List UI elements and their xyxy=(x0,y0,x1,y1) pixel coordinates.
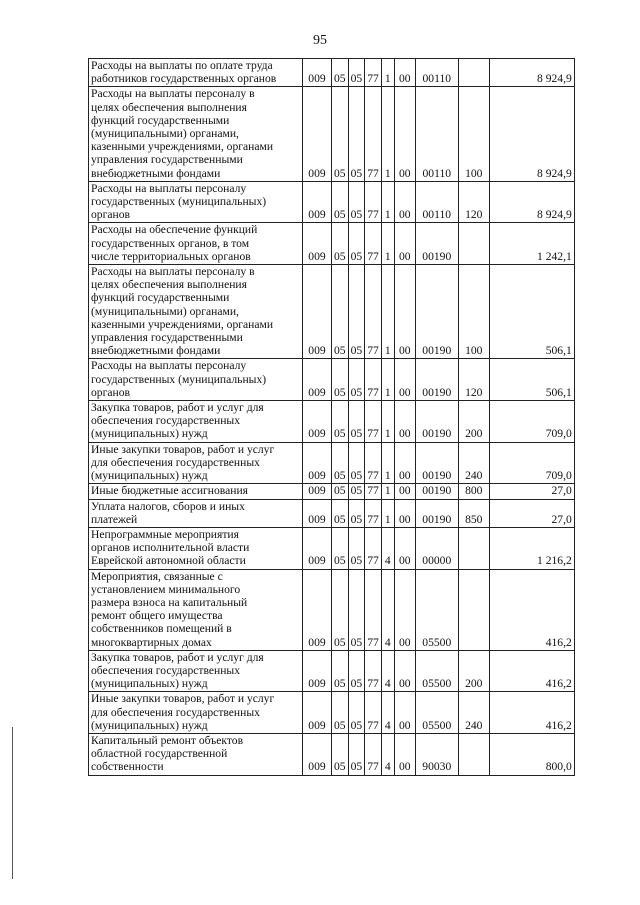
table-row xyxy=(89,223,575,265)
admin-code-cell: 009 xyxy=(303,733,332,775)
expense-type-cell: 120 xyxy=(458,359,489,401)
subprogram-code-cell: 1 xyxy=(381,442,394,484)
amount-cell: 506,1 xyxy=(489,359,574,401)
subsection-code-cell: 05 xyxy=(348,527,365,569)
row-name-cell: Расходы на выплаты персоналу государственных (муниципальных) органов xyxy=(89,359,303,401)
activity-code-cell: 00 xyxy=(394,733,415,775)
row-name-cell: Расходы на выплаты персоналу в целях обеспечения выполнения функций государственными (муниципальными) органами, казенными учреждениями, органами управления государственными внебюджетными фондами xyxy=(89,265,303,359)
direction-code-cell: 00110 xyxy=(415,59,458,87)
admin-code-cell: 009 xyxy=(303,87,332,181)
budget-table-body xyxy=(89,59,575,776)
subsection-code-cell: 05 xyxy=(348,265,365,359)
admin-code-cell: 009 xyxy=(303,569,332,650)
subprogram-code-cell: 1 xyxy=(381,499,394,527)
subsection-code-cell: 05 xyxy=(348,223,365,265)
admin-code-cell: 009 xyxy=(303,223,332,265)
amount-cell: 27,0 xyxy=(489,499,574,527)
program-code-cell: 77 xyxy=(365,733,382,775)
program-code-cell: 77 xyxy=(365,223,382,265)
admin-code-cell: 009 xyxy=(303,650,332,692)
table-row xyxy=(89,442,575,484)
table-row xyxy=(89,692,575,734)
admin-code-cell: 009 xyxy=(303,359,332,401)
program-code-cell: 77 xyxy=(365,442,382,484)
subsection-code-cell: 05 xyxy=(348,359,365,401)
program-code-cell: 77 xyxy=(365,527,382,569)
amount-cell: 709,0 xyxy=(489,401,574,443)
subsection-code-cell: 05 xyxy=(348,442,365,484)
program-code-cell: 77 xyxy=(365,401,382,443)
direction-code-cell: 00190 xyxy=(415,484,458,499)
section-code-cell: 05 xyxy=(332,265,349,359)
expense-type-cell: 100 xyxy=(458,265,489,359)
table-row xyxy=(89,359,575,401)
table-row xyxy=(89,401,575,443)
direction-code-cell: 90030 xyxy=(415,733,458,775)
page-number: 95 xyxy=(313,33,327,48)
budget-table xyxy=(88,58,575,776)
activity-code-cell: 00 xyxy=(394,650,415,692)
activity-code-cell: 00 xyxy=(394,499,415,527)
program-code-cell: 77 xyxy=(365,87,382,181)
subprogram-code-cell: 1 xyxy=(381,181,394,223)
table-row xyxy=(89,499,575,527)
section-code-cell: 05 xyxy=(332,527,349,569)
subprogram-code-cell: 1 xyxy=(381,265,394,359)
table-row xyxy=(89,181,575,223)
program-code-cell: 77 xyxy=(365,59,382,87)
table-row xyxy=(89,484,575,499)
expense-type-cell: 240 xyxy=(458,442,489,484)
margin-line xyxy=(12,727,13,879)
amount-cell: 1 242,1 xyxy=(489,223,574,265)
row-name-cell: Мероприятия, связанные с установлением минимального размера взноса на капитальный ремонт общего имущества собственников помещений в многоквартирных домах xyxy=(89,569,303,650)
section-code-cell: 05 xyxy=(332,733,349,775)
subsection-code-cell: 05 xyxy=(348,733,365,775)
admin-code-cell: 009 xyxy=(303,499,332,527)
admin-code-cell: 009 xyxy=(303,527,332,569)
row-name-cell: Иные закупки товаров, работ и услуг для обеспечения государственных (муниципальных) нужд xyxy=(89,442,303,484)
section-code-cell: 05 xyxy=(332,223,349,265)
table-row xyxy=(89,527,575,569)
row-name-cell: Расходы на выплаты по оплате труда работников государственных органов xyxy=(89,59,303,87)
amount-cell: 8 924,9 xyxy=(489,87,574,181)
expense-type-cell: 100 xyxy=(458,87,489,181)
expense-type-cell xyxy=(458,569,489,650)
subprogram-code-cell: 1 xyxy=(381,359,394,401)
direction-code-cell: 00190 xyxy=(415,265,458,359)
subprogram-code-cell: 4 xyxy=(381,650,394,692)
program-code-cell: 77 xyxy=(365,569,382,650)
direction-code-cell: 00110 xyxy=(415,87,458,181)
admin-code-cell: 009 xyxy=(303,181,332,223)
activity-code-cell: 00 xyxy=(394,442,415,484)
section-code-cell: 05 xyxy=(332,359,349,401)
direction-code-cell: 05500 xyxy=(415,692,458,734)
expense-type-cell: 200 xyxy=(458,650,489,692)
amount-cell: 416,2 xyxy=(489,692,574,734)
expense-type-cell xyxy=(458,733,489,775)
row-name-cell: Расходы на выплаты персоналу в целях обеспечения выполнения функций государственными (муниципальными) органами, казенными учреждениями, органами управления государственными внебюджетными фондами xyxy=(89,87,303,181)
activity-code-cell: 00 xyxy=(394,87,415,181)
section-code-cell: 05 xyxy=(332,484,349,499)
expense-type-cell: 120 xyxy=(458,181,489,223)
activity-code-cell: 00 xyxy=(394,401,415,443)
table-row xyxy=(89,569,575,650)
direction-code-cell: 05500 xyxy=(415,569,458,650)
section-code-cell: 05 xyxy=(332,87,349,181)
direction-code-cell: 00190 xyxy=(415,401,458,443)
amount-cell: 8 924,9 xyxy=(489,59,574,87)
program-code-cell: 77 xyxy=(365,650,382,692)
direction-code-cell: 00190 xyxy=(415,442,458,484)
amount-cell: 1 216,2 xyxy=(489,527,574,569)
section-code-cell: 05 xyxy=(332,442,349,484)
direction-code-cell: 00190 xyxy=(415,359,458,401)
row-name-cell: Расходы на обеспечение функций государственных органов, в том числе территориальных органов xyxy=(89,223,303,265)
subprogram-code-cell: 4 xyxy=(381,733,394,775)
activity-code-cell: 00 xyxy=(394,265,415,359)
expense-type-cell: 850 xyxy=(458,499,489,527)
row-name-cell: Непрограммные мероприятия органов исполнительной власти Еврейской автономной области xyxy=(89,527,303,569)
subprogram-code-cell: 4 xyxy=(381,527,394,569)
activity-code-cell: 00 xyxy=(394,569,415,650)
subsection-code-cell: 05 xyxy=(348,650,365,692)
subprogram-code-cell: 1 xyxy=(381,401,394,443)
amount-cell: 800,0 xyxy=(489,733,574,775)
section-code-cell: 05 xyxy=(332,499,349,527)
table-row xyxy=(89,265,575,359)
direction-code-cell: 00110 xyxy=(415,181,458,223)
section-code-cell: 05 xyxy=(332,181,349,223)
admin-code-cell: 009 xyxy=(303,692,332,734)
section-code-cell: 05 xyxy=(332,401,349,443)
expense-type-cell: 240 xyxy=(458,692,489,734)
row-name-cell: Расходы на выплаты персоналу государственных (муниципальных) органов xyxy=(89,181,303,223)
table-row xyxy=(89,59,575,87)
program-code-cell: 77 xyxy=(365,692,382,734)
row-name-cell: Уплата налогов, сборов и иных платежей xyxy=(89,499,303,527)
amount-cell: 416,2 xyxy=(489,569,574,650)
activity-code-cell: 00 xyxy=(394,181,415,223)
direction-code-cell: 00190 xyxy=(415,499,458,527)
amount-cell: 8 924,9 xyxy=(489,181,574,223)
subprogram-code-cell: 4 xyxy=(381,569,394,650)
subsection-code-cell: 05 xyxy=(348,484,365,499)
admin-code-cell: 009 xyxy=(303,401,332,443)
subprogram-code-cell: 1 xyxy=(381,223,394,265)
activity-code-cell: 00 xyxy=(394,527,415,569)
expense-type-cell xyxy=(458,59,489,87)
program-code-cell: 77 xyxy=(365,359,382,401)
subsection-code-cell: 05 xyxy=(348,499,365,527)
admin-code-cell: 009 xyxy=(303,265,332,359)
activity-code-cell: 00 xyxy=(394,223,415,265)
activity-code-cell: 00 xyxy=(394,59,415,87)
subsection-code-cell: 05 xyxy=(348,87,365,181)
section-code-cell: 05 xyxy=(332,692,349,734)
amount-cell: 709,0 xyxy=(489,442,574,484)
activity-code-cell: 00 xyxy=(394,692,415,734)
program-code-cell: 77 xyxy=(365,181,382,223)
row-name-cell: Иные закупки товаров, работ и услуг для обеспечения государственных (муниципальных) нужд xyxy=(89,692,303,734)
subsection-code-cell: 05 xyxy=(348,692,365,734)
activity-code-cell: 00 xyxy=(394,484,415,499)
amount-cell: 416,2 xyxy=(489,650,574,692)
subprogram-code-cell: 4 xyxy=(381,692,394,734)
subprogram-code-cell: 1 xyxy=(381,484,394,499)
table-row xyxy=(89,733,575,775)
admin-code-cell: 009 xyxy=(303,59,332,87)
subsection-code-cell: 05 xyxy=(348,59,365,87)
row-name-cell: Закупка товаров, работ и услуг для обеспечения государственных (муниципальных) нужд xyxy=(89,401,303,443)
row-name-cell: Капитальный ремонт объектов областной государственной собственности xyxy=(89,733,303,775)
admin-code-cell: 009 xyxy=(303,484,332,499)
section-code-cell: 05 xyxy=(332,59,349,87)
admin-code-cell: 009 xyxy=(303,442,332,484)
program-code-cell: 77 xyxy=(365,499,382,527)
subsection-code-cell: 05 xyxy=(348,401,365,443)
row-name-cell: Закупка товаров, работ и услуг для обеспечения государственных (муниципальных) нужд xyxy=(89,650,303,692)
activity-code-cell: 00 xyxy=(394,359,415,401)
direction-code-cell: 05500 xyxy=(415,650,458,692)
row-name-cell: Иные бюджетные ассигнования xyxy=(89,484,303,499)
subsection-code-cell: 05 xyxy=(348,181,365,223)
expense-type-cell xyxy=(458,527,489,569)
program-code-cell: 77 xyxy=(365,484,382,499)
subprogram-code-cell: 1 xyxy=(381,87,394,181)
amount-cell: 506,1 xyxy=(489,265,574,359)
expense-type-cell xyxy=(458,223,489,265)
expense-type-cell: 800 xyxy=(458,484,489,499)
subprogram-code-cell: 1 xyxy=(381,59,394,87)
amount-cell: 27,0 xyxy=(489,484,574,499)
table-row xyxy=(89,87,575,181)
direction-code-cell: 00190 xyxy=(415,223,458,265)
direction-code-cell: 00000 xyxy=(415,527,458,569)
program-code-cell: 77 xyxy=(365,265,382,359)
section-code-cell: 05 xyxy=(332,569,349,650)
table-row xyxy=(89,650,575,692)
expense-type-cell: 200 xyxy=(458,401,489,443)
section-code-cell: 05 xyxy=(332,650,349,692)
subsection-code-cell: 05 xyxy=(348,569,365,650)
